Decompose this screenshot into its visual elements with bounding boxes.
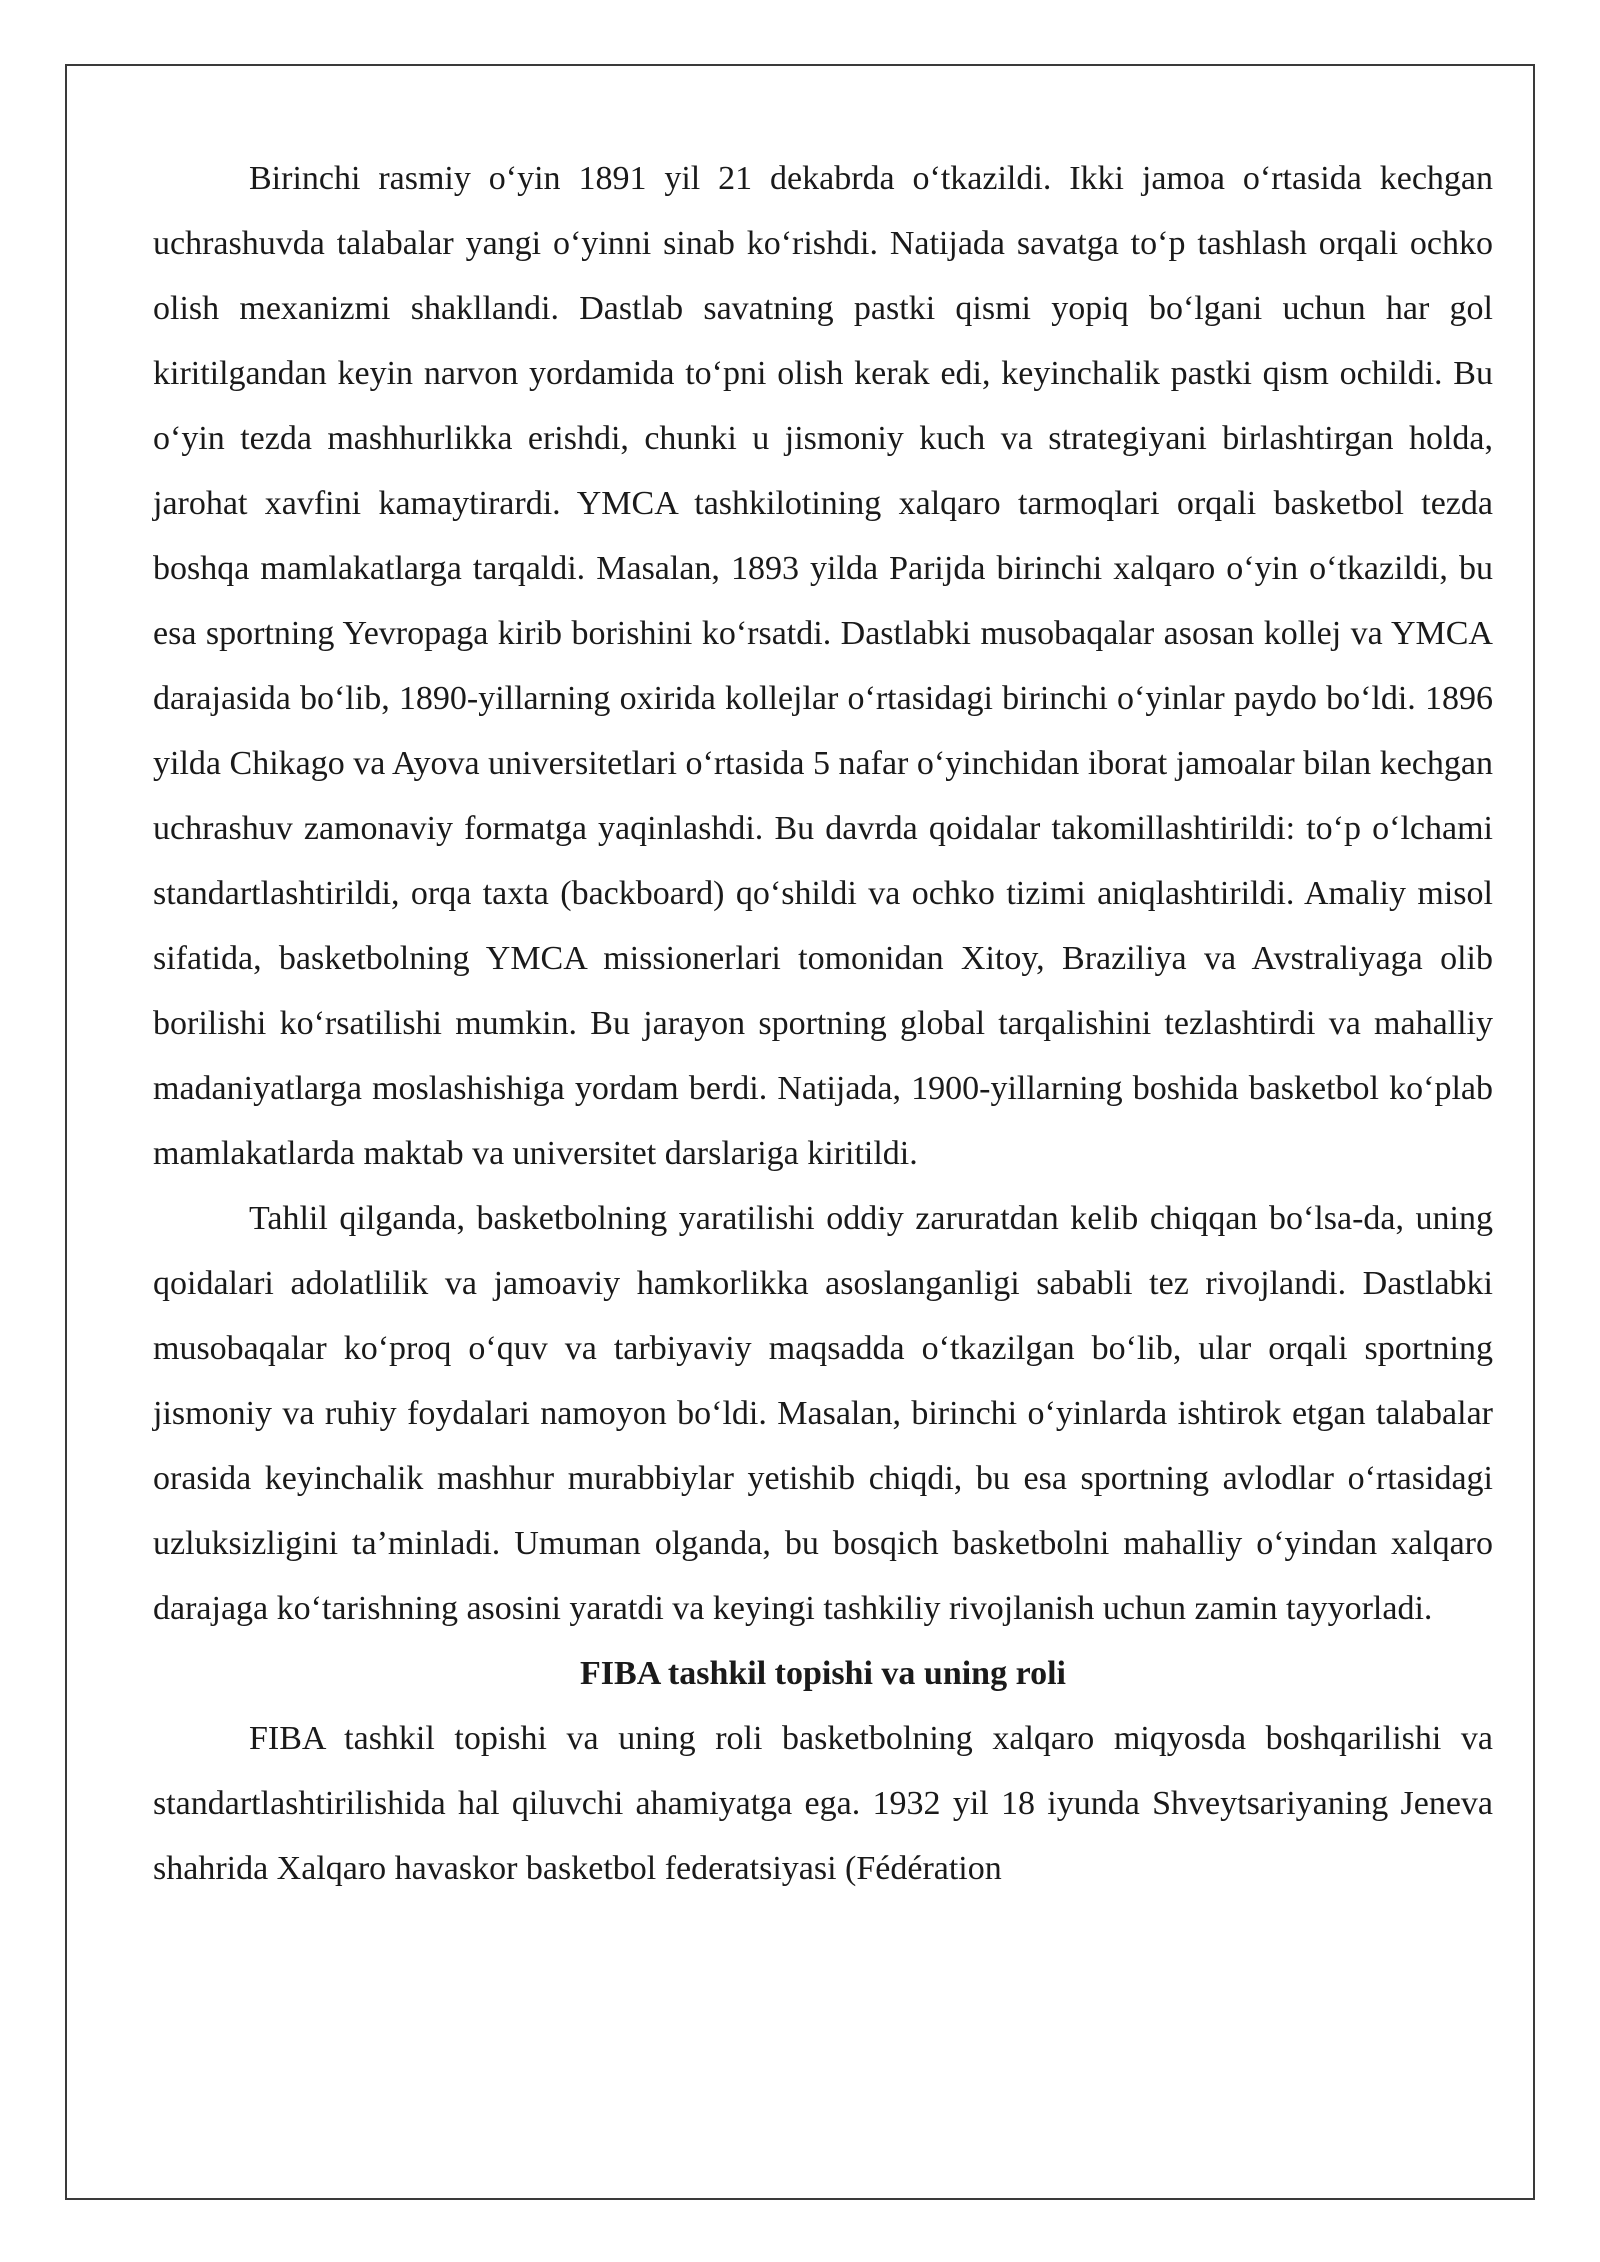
- paragraph-first-official-game: Birinchi rasmiy o‘yin 1891 yil 21 dekabrda o‘tkazildi. Ikki jamoa o‘rtasida kechgan uchrashuvda talabalar yangi o‘yinni sinab ko‘rishdi. Natijada savatga to‘p tashlash orqali ochko olish mexanizmi shakllandi. Dastlab savatning pastki qismi yopiq bo‘lgani uchun har gol kiritilgandan keyin narvon yordamida to‘pni olish kerak edi, keyinchalik pastki qism ochildi. Bu o‘yin tezda mashhurlikka erishdi, chunki u jismoniy kuch va strategiyani birlashtirgan holda, jarohat xavfini kamaytirardi. YMCA tashkilotining xalqaro tarmoqlari orqali basketbol tezda boshqa mamlakatlarga tarqaldi. Masalan, 1893 yilda Parijda birinchi xalqaro o‘yin o‘tkazildi, bu esa sportning Yevropaga kirib borishini ko‘rsatdi. Dastlabki musobaqalar asosan kollej va YMCA darajasida bo‘lib, 1890-yillarning oxirida kollejlar o‘rtasidagi birinchi o‘yinlar paydo bo‘ldi. 1896 yilda Chikago va Ayova universitetlari o‘rtasida 5 nafar o‘yinchidan iborat jamoalar bilan kechgan uchrashuv zamonaviy formatga yaqinlashdi. Bu davrda qoidalar takomillashtirildi: to‘p o‘lchami standartlashtirildi, orqa taxta (backboard) qo‘shildi va ochko tizimi aniqlashtirildi. Amaliy misol sifatida, basketbolning YMCA missionerlari tomonidan Xitoy, Braziliya va Avstraliyaga olib borilishi ko‘rsatilishi mumkin. Bu jarayon sportning global tarqalishini tezlashtirdi va mahalliy madaniyatlarga moslashishiga yordam berdi. Natijada, 1900-yillarning boshida basketbol ko‘plab mamlakatlarda maktab va universitet darslariga kiritildi.: [153, 160, 1493, 1172]
- section-heading: FIBA tashkil topishi va uning roli: [580, 1655, 1066, 1692]
- paragraph-analysis: Tahlil qilganda, basketbolning yaratilishi oddiy zaruratdan kelib chiqqan bo‘lsa-da, uning qoidalari adolatlilik va jamoaviy hamkorlikka asoslanganligi sababli tez rivojlandi. Dastlabki musobaqalar ko‘proq o‘quv va tarbiyaviy maqsadda o‘tkazilgan bo‘lib, ular orqali sportning jismoniy va ruhiy foydalari namoyon bo‘ldi. Masalan, birinchi o‘yinlarda ishtirok etgan talabalar orasida keyinchalik mashhur murabbiylar yetishib chiqdi, bu esa sportning avlodlar o‘rtasidagi uzluksizligini ta’minladi. Umuman olganda, bu bosqich basketbolni mahalliy o‘yindan xalqaro darajaga ko‘tarishning asosini yaratdi va keyingi tashkiliy rivojlanish uchun zamin tayyorladi.: [153, 1200, 1493, 1627]
- paragraph-fiba-intro: FIBA tashkil topishi va uning roli basketbolning xalqaro miqyosda boshqarilishi va standartlashtirilishida hal qiluvchi ahamiyatga ega. 1932 yil 18 iyunda Shveytsariyaning Jeneva shahrida Xalqaro havaskor basketbol federatsiyasi (Fédération: [153, 1720, 1493, 1887]
- document-body: [153, 146, 1493, 1901]
